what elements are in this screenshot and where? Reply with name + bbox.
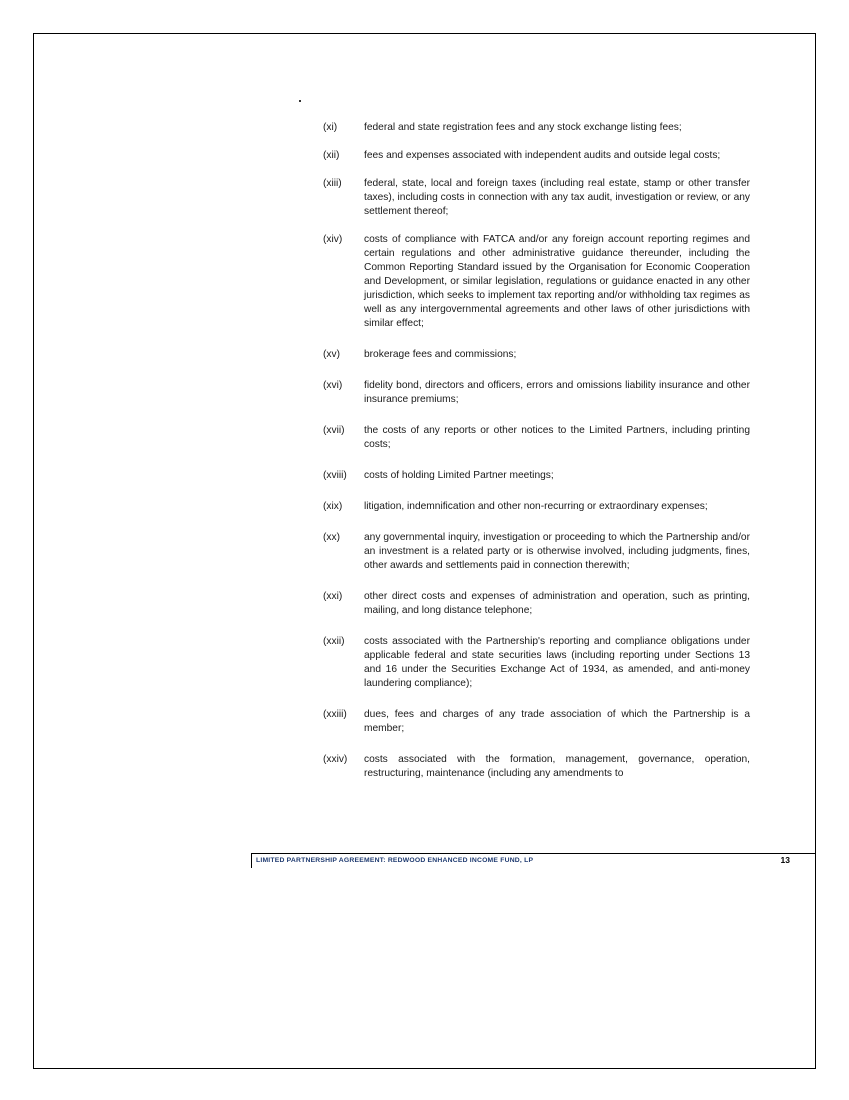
clause-number: (xx) bbox=[323, 532, 340, 543]
clause-number: (xxiii) bbox=[323, 709, 347, 720]
clause-item bbox=[323, 379, 750, 407]
clause-item bbox=[323, 149, 750, 163]
stray-mark bbox=[299, 100, 301, 102]
clause-number: (xi) bbox=[323, 122, 338, 133]
clause-number: (xii) bbox=[323, 150, 340, 161]
clause-item bbox=[323, 233, 750, 331]
footer-document-title: LIMITED PARTNERSHIP AGREEMENT: REDWOOD ENHANCED INCOME FUND, LP bbox=[256, 857, 534, 864]
clause-list bbox=[323, 121, 750, 781]
clause-text: any governmental inquiry, investigation or proceeding to which the Partnership and/or an investment is a related party or is otherwise involved, including judgments, fines, other awards and settlements paid in connection therewith; bbox=[364, 532, 750, 571]
clause-number: (xxii) bbox=[323, 636, 345, 647]
clause-item bbox=[323, 424, 750, 452]
clause-item bbox=[323, 708, 750, 736]
clause-item bbox=[323, 635, 750, 691]
clause-text: litigation, indemnification and other non-recurring or extraordinary expenses; bbox=[364, 501, 708, 512]
clause-item bbox=[323, 500, 750, 514]
clause-item bbox=[323, 469, 750, 483]
clause-number: (xxiv) bbox=[323, 754, 348, 765]
clause-text: costs associated with the Partnership's reporting and compliance obligations under applicable federal and state securities laws (including reporting under Sections 13 and 16 under the Securities Exchange Act of 1934, as amended, and anti-money laundering compliance); bbox=[364, 636, 750, 689]
clause-item bbox=[323, 531, 750, 573]
clause-number: (xviii) bbox=[323, 470, 347, 481]
clause-number: (xiii) bbox=[323, 178, 342, 189]
clause-text: costs of holding Limited Partner meetings; bbox=[364, 470, 554, 481]
clause-text: fidelity bond, directors and officers, errors and omissions liability insurance and other insurance premiums; bbox=[364, 380, 750, 405]
clause-text: costs associated with the formation, management, governance, operation, restructuring, maintenance (including any amendments to bbox=[364, 754, 750, 779]
clause-text: dues, fees and charges of any trade association of which the Partnership is a member; bbox=[364, 709, 750, 734]
clause-item bbox=[323, 590, 750, 618]
clause-item bbox=[323, 753, 750, 781]
clause-text: other direct costs and expenses of administration and operation, such as printing, mailing, and long distance telephone; bbox=[364, 591, 750, 616]
clause-number: (xvi) bbox=[323, 380, 343, 391]
page-number: 13 bbox=[780, 855, 790, 865]
clause-number: (xxi) bbox=[323, 591, 343, 602]
clause-text: brokerage fees and commissions; bbox=[364, 349, 517, 360]
clause-text: costs of compliance with FATCA and/or any foreign account reporting regimes and certain regulations and other administrative guidance thereunder, including the Common Reporting Standard issued by the Organisation for Economic Cooperation and Development, or similar legislation, regulations or guidance enacted in any other jurisdiction, which seeks to implement tax reporting and/or withholding tax regimes as well as any intergovernmental agreements and other laws of other jurisdictions with similar effect; bbox=[364, 234, 750, 329]
clause-item bbox=[323, 121, 750, 135]
clause-number: (xv) bbox=[323, 349, 340, 360]
clause-number: (xiv) bbox=[323, 234, 343, 245]
clause-number: (xvii) bbox=[323, 425, 345, 436]
clause-number: (xix) bbox=[323, 501, 343, 512]
clause-text: federal and state registration fees and any stock exchange listing fees; bbox=[364, 122, 682, 133]
clause-text: fees and expenses associated with independent audits and outside legal costs; bbox=[364, 150, 721, 161]
clause-text: the costs of any reports or other notices to the Limited Partners, including printing costs; bbox=[364, 425, 750, 450]
clause-item bbox=[323, 348, 750, 362]
page-footer bbox=[251, 853, 816, 868]
clause-item bbox=[323, 177, 750, 219]
clause-text: federal, state, local and foreign taxes (including real estate, stamp or other transfer taxes), including costs in connection with any tax audit, investigation or review, or any settlement thereof; bbox=[364, 178, 750, 217]
